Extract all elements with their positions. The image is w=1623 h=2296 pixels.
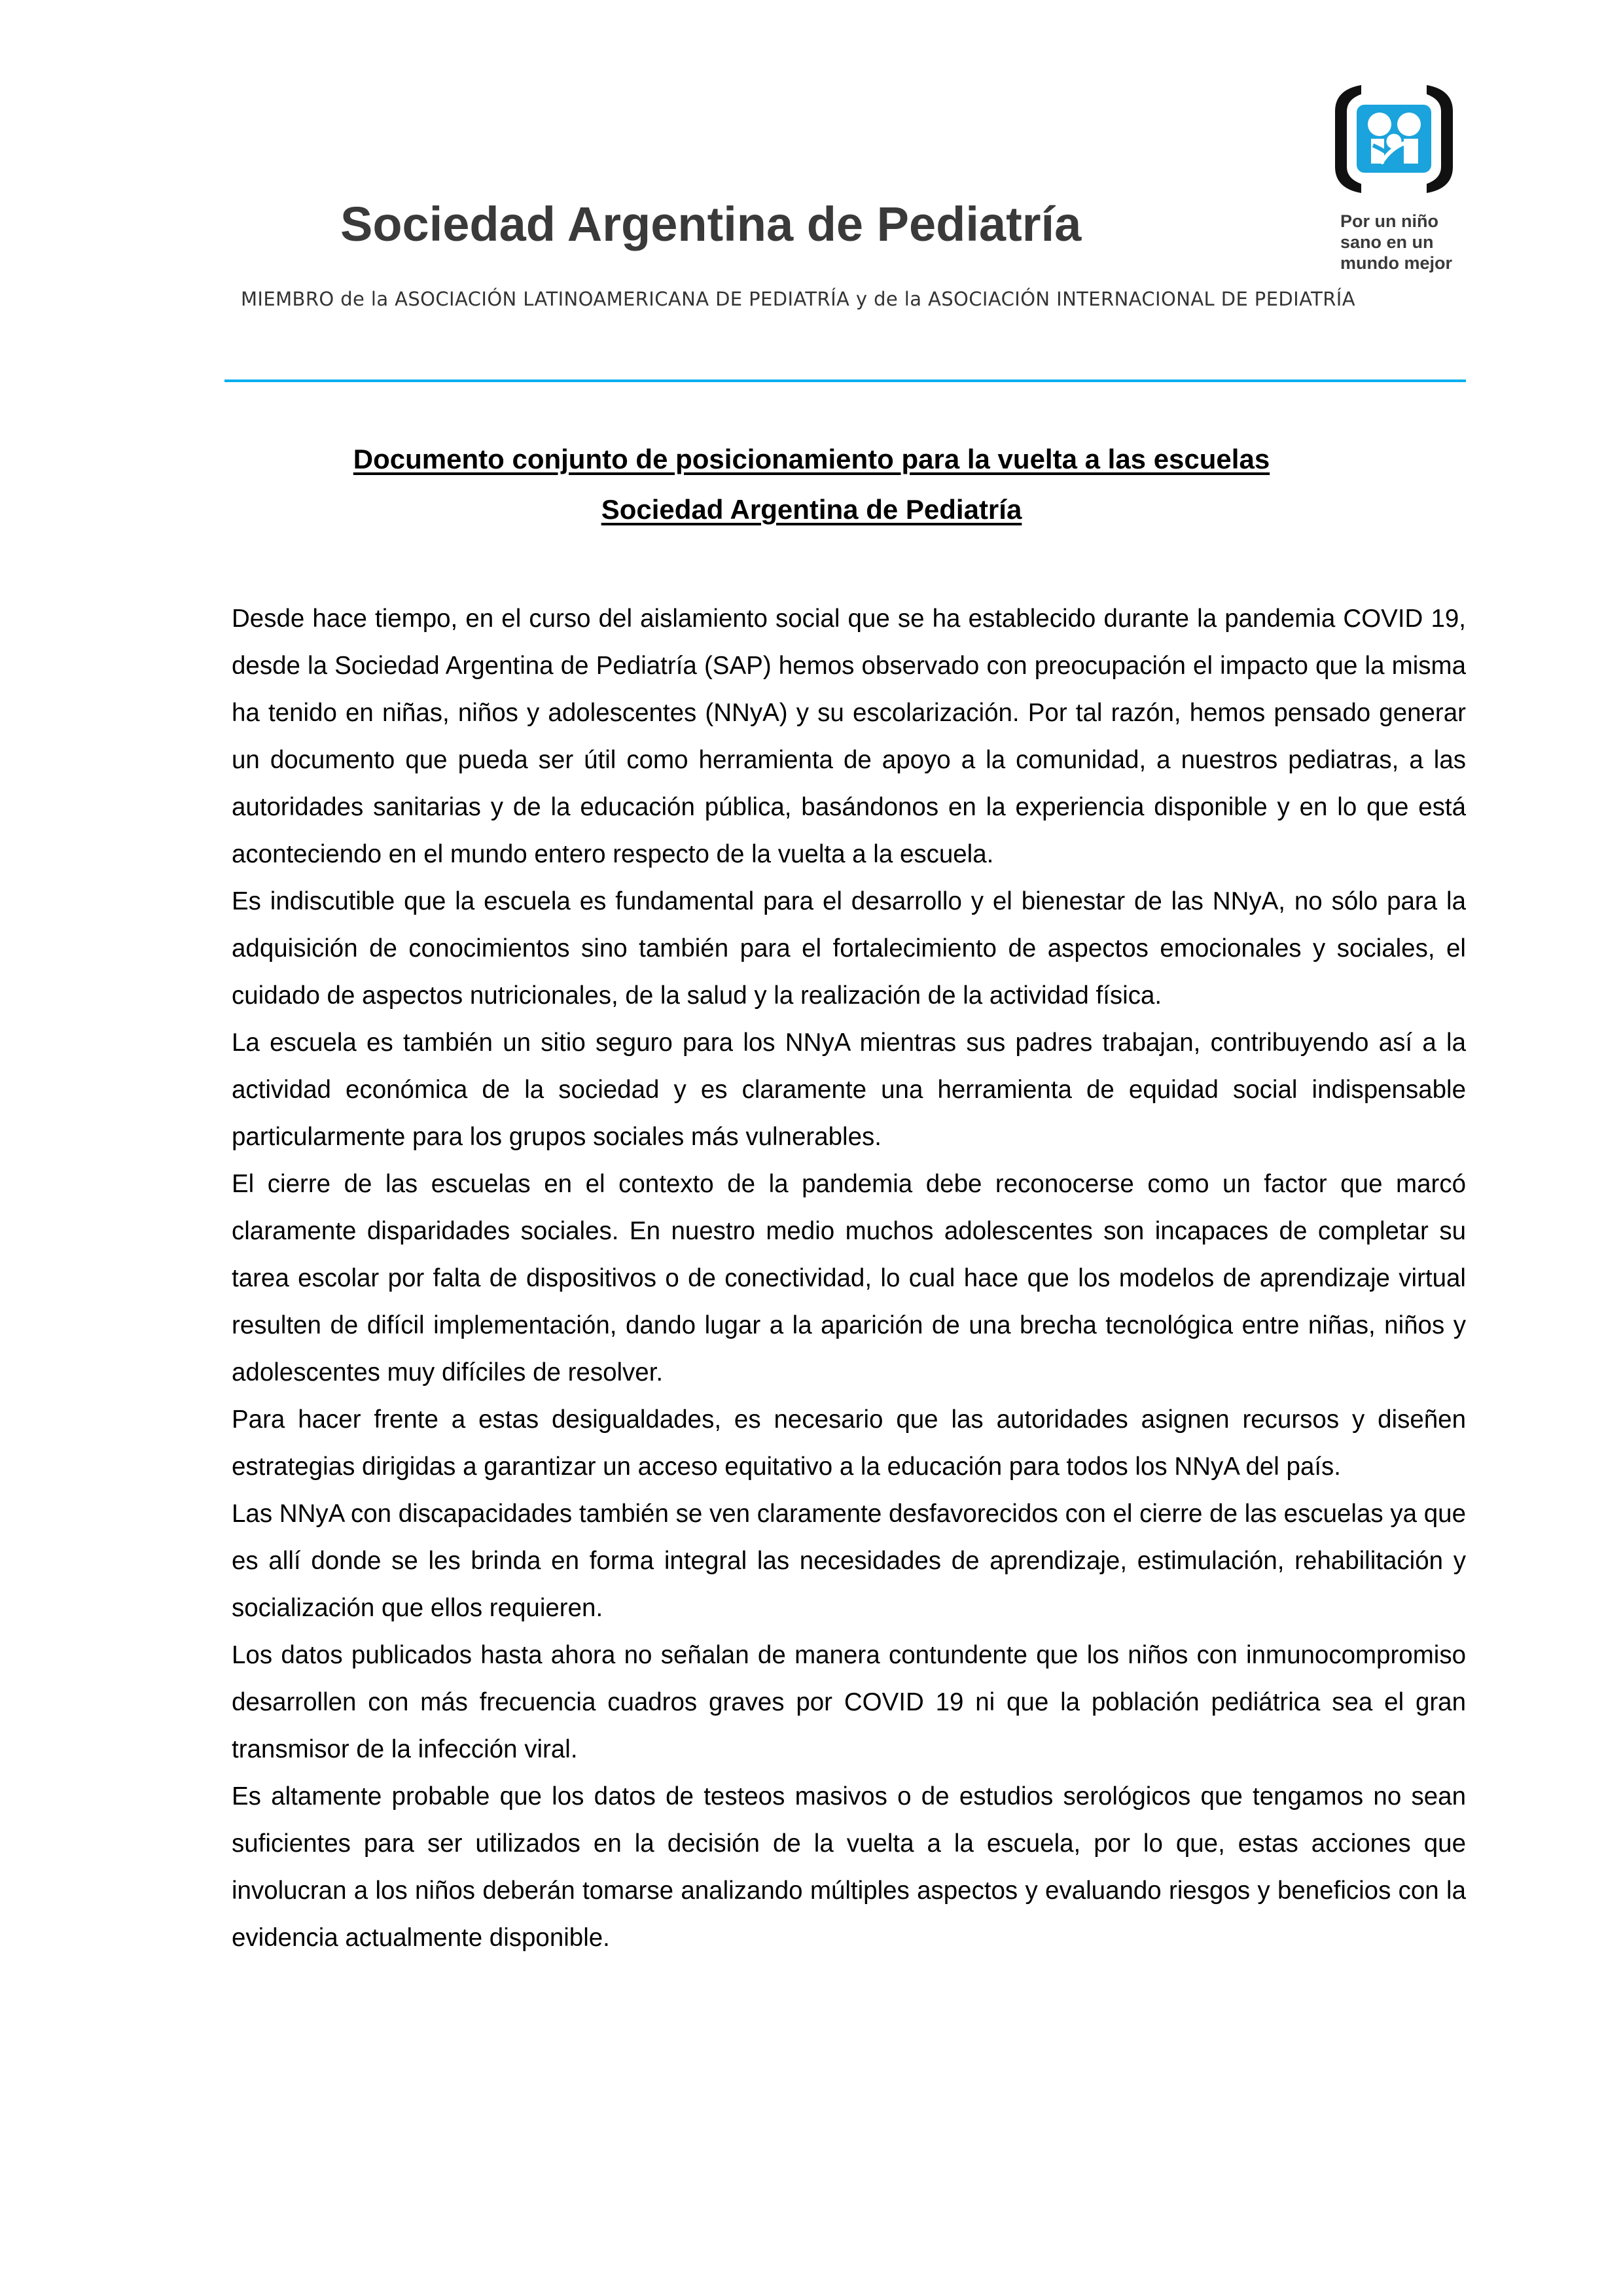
document-subtitle: Sociedad Argentina de Pediatría bbox=[601, 494, 1022, 525]
paragraph: Para hacer frente a estas desigualdades, es necesario que las autoridades asignen recursos y diseñen estrategias dirigidas a garantizar un acceso equitativo a la educación para todos los NNyA del país. bbox=[232, 1405, 1466, 1481]
organization-name: Sociedad Argentina de Pediatría bbox=[340, 197, 1082, 251]
paragraph: Los datos publicados hasta ahora no señalan de manera contundente que los niños con inmunocompromiso desarrollen con más frecuencia cuadros graves por COVID 19 ni que la población pediátrica sea el gran transmisor de la infección viral. bbox=[232, 1641, 1466, 1763]
paragraph: El cierre de las escuelas en el contexto de la pandemia debe reconocerse como un factor que marcó claramente disparidades sociales. En nuestro medio muchos adolescentes son incapaces de completar su tarea escolar por falta de dispositivos o de conectividad, lo cual hace que los modelos de aprendizaje virtual resulten de difícil implementación, dando lugar a la aparición de una brecha tecnológica entre niñas, niños y adolescentes muy difíciles de resolver. bbox=[232, 1170, 1466, 1386]
slogan-line: Por un niño bbox=[1340, 211, 1438, 231]
slogan bbox=[1340, 211, 1484, 274]
paragraph: Es indiscutible que la escuela es fundamental para el desarrollo y el bienestar de las NNyA, no sólo para la adquisición de conocimientos sino también para el fortalecimiento de aspectos emocionales y sociales, el cuidado de aspectos nutricionales, de la salud y la realización de la actividad física. bbox=[232, 887, 1466, 1010]
slogan-line: mundo mejor bbox=[1340, 253, 1453, 273]
document-body bbox=[232, 595, 1466, 1962]
document-title: Documento conjunto de posicionamiento para la vuelta a las escuelas bbox=[353, 444, 1270, 474]
slogan-line: sano en un bbox=[1340, 232, 1434, 252]
paragraph: Es altamente probable que los datos de testeos masivos o de estudios serológicos que tengamos no sean suficientes para ser utilizados en la decisión de la vuelta a la escuela, por lo que, estas acciones que involucran a los niños deberán tomarse analizando múltiples aspectos y evaluando riesgos y beneficios con la evidencia actualmente disponible. bbox=[232, 1782, 1466, 1952]
paragraph: Las NNyA con discapacidades también se ven claramente desfavorecidos con el cierre de las escuelas ya que es allí donde se les brinda en forma integral las necesidades de aprendizaje, estimulación, rehabilitación y socialización que ellos requieren. bbox=[232, 1500, 1466, 1622]
paragraph: La escuela es también un sitio seguro para los NNyA mientras sus padres trabajan, contribuyendo así a la actividad económica de la sociedad y es claramente una herramienta de equidad social indispensable particularmente para los grupos sociales más vulnerables. bbox=[232, 1029, 1466, 1151]
sap-family-logo-icon bbox=[1335, 85, 1453, 193]
membership-line: MIEMBRO de la ASOCIACIÓN LATINOAMERICANA DE PEDIATRÍA y de la ASOCIACIÓN INTERNACIONAL DE PEDIATRÍA bbox=[241, 288, 1355, 310]
header-divider bbox=[224, 380, 1466, 382]
paragraph: Desde hace tiempo, en el curso del aislamiento social que se ha establecido durante la pandemia COVID 19, desde la Sociedad Argentina de Pediatría (SAP) hemos observado con preocupación el impacto que la misma ha tenido en niñas, niños y adolescentes (NNyA) y su escolarización. Por tal razón, hemos pensado generar un documento que pueda ser útil como herramienta de apoyo a la comunidad, a nuestros pediatras, a las autoridades sanitarias y de la educación pública, basándonos en la experiencia disponible y en lo que está aconteciendo en el mundo entero respecto de la vuelta a la escuela. bbox=[232, 605, 1466, 868]
